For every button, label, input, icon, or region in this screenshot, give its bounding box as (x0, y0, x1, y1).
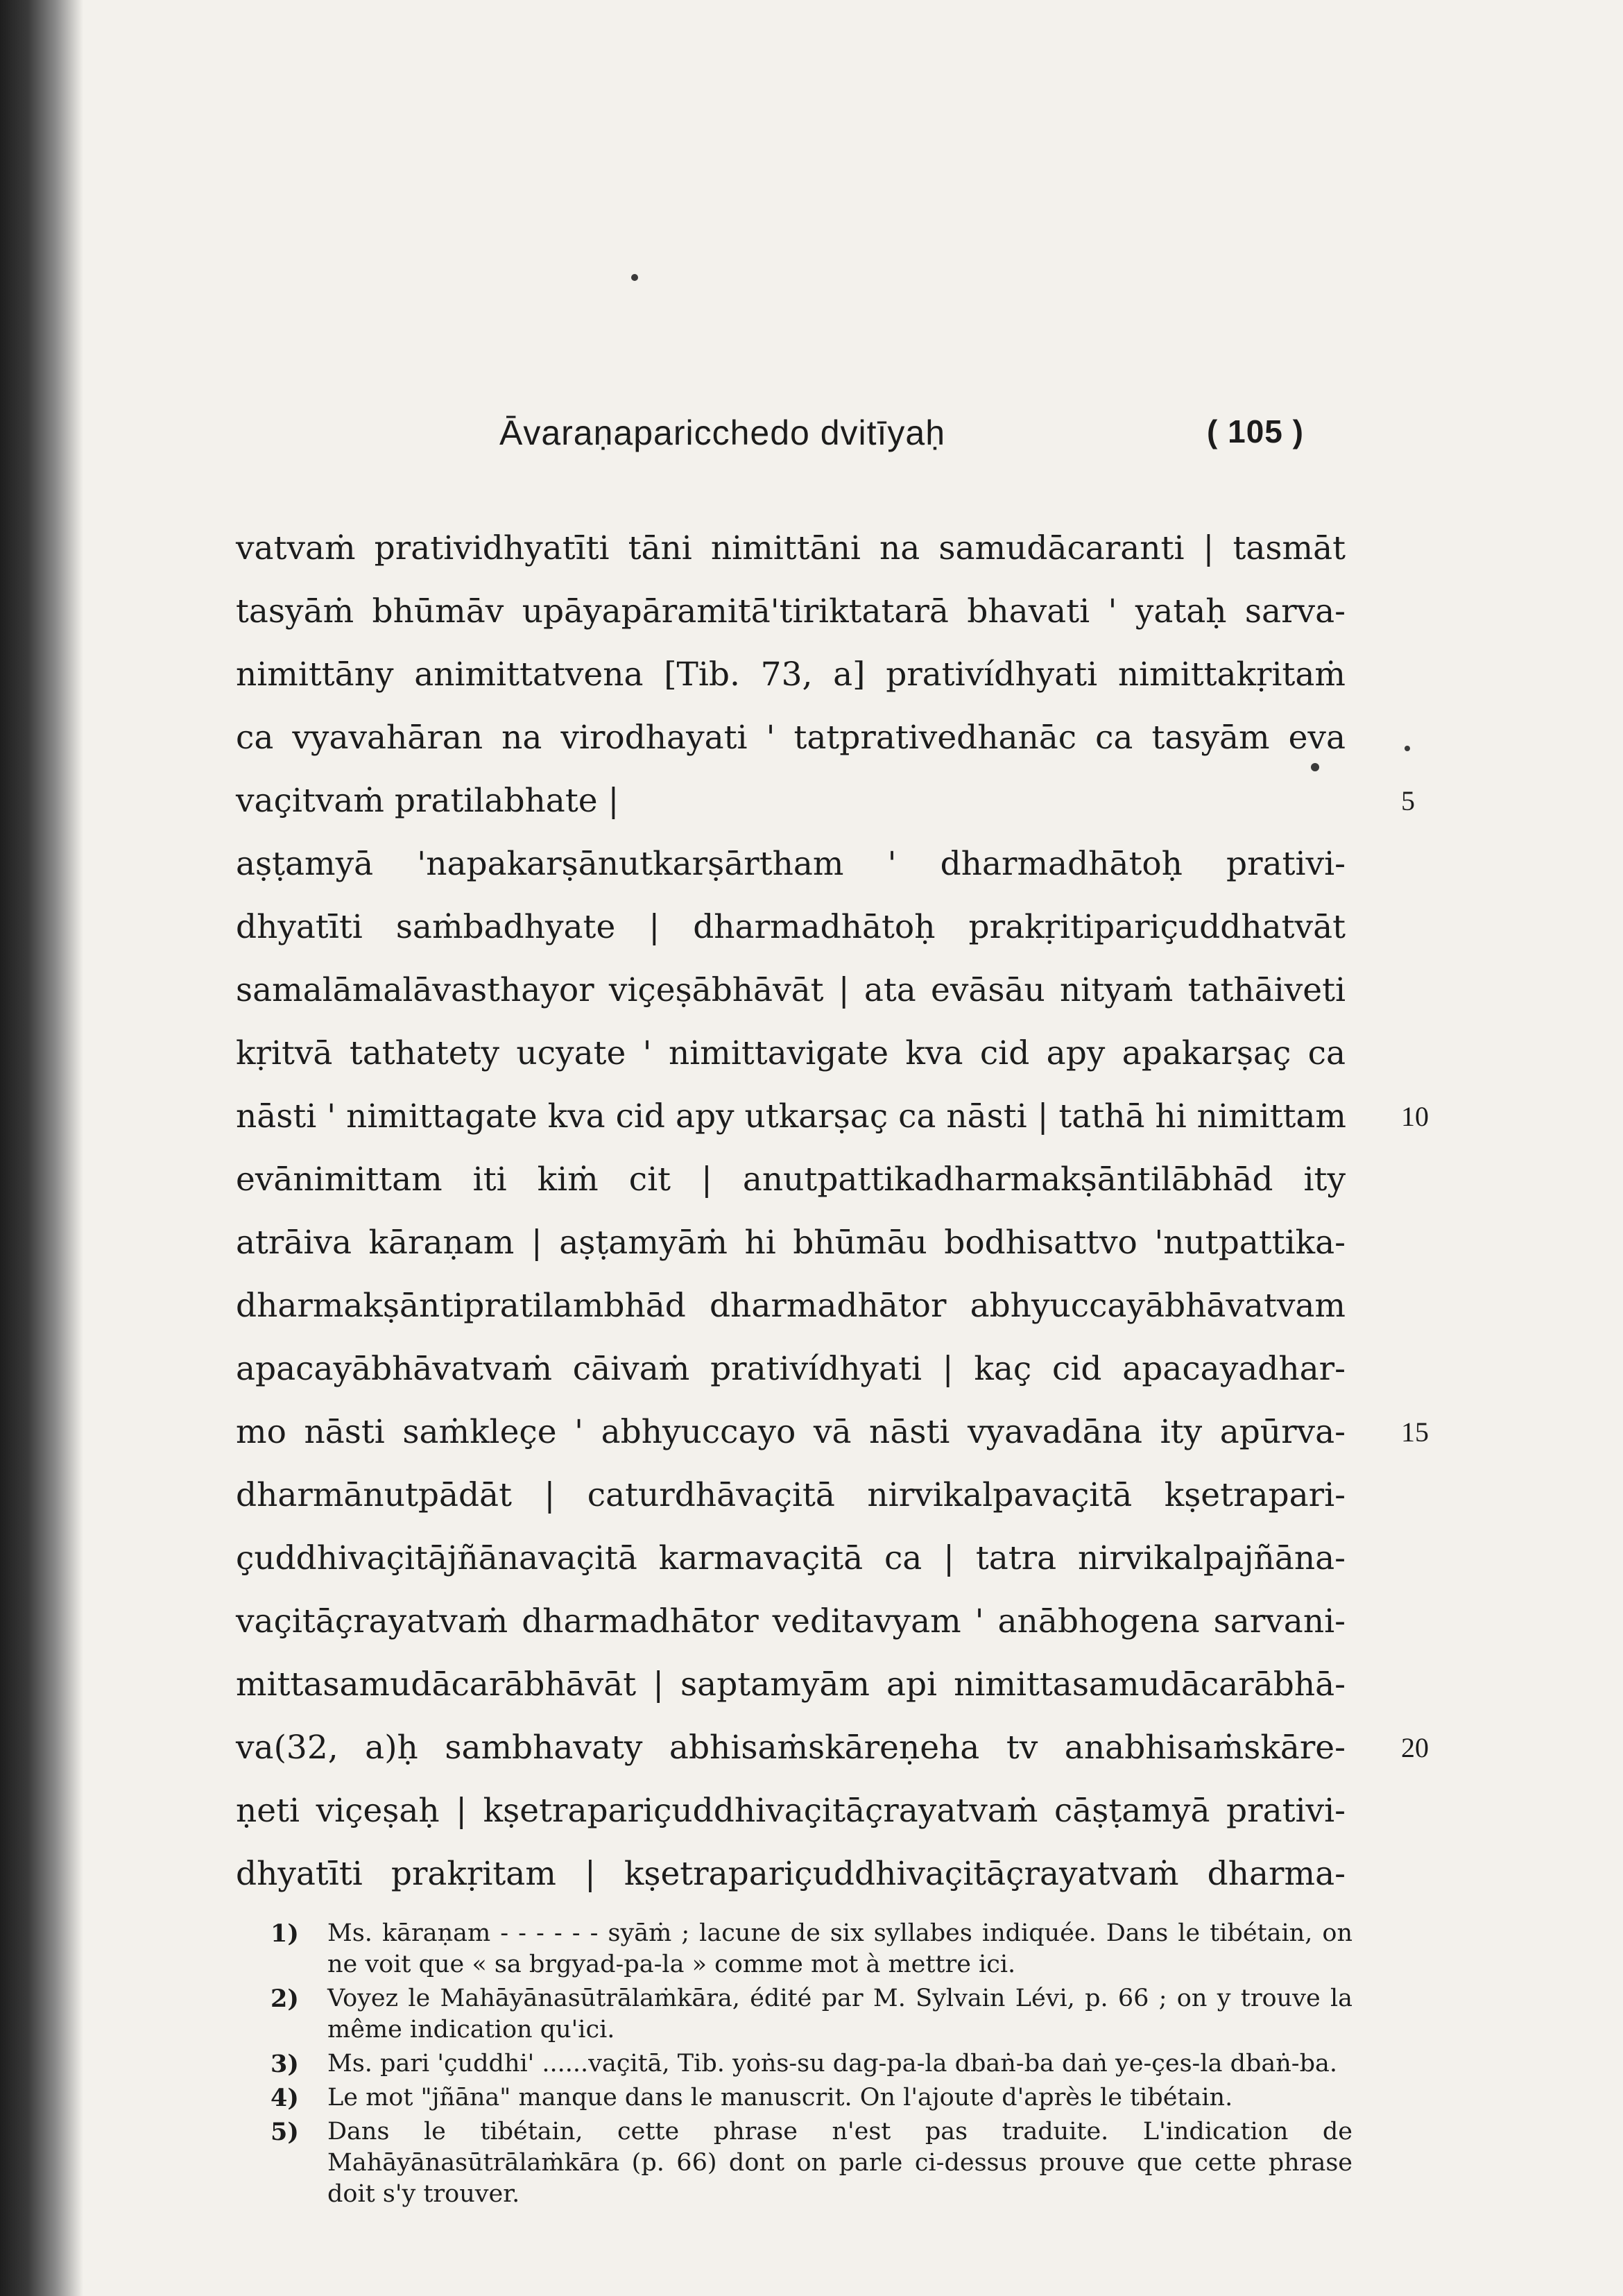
line-text: vaçitvaṁ pratilabhate | (236, 782, 619, 820)
line-number: 15 (1401, 1416, 1429, 1448)
line-text: tasyāṁ bhūmāv upāyapāramitā'tiriktatarā bhavati ꞌ yataḥ sarva- (236, 592, 1346, 631)
line-text: nāsti ꞌ nimittagate kva cid apy utkarṣaç ca nāsti | tathā hi nimittam (236, 1097, 1346, 1136)
text-line (236, 769, 1415, 832)
ink-speck (1405, 746, 1410, 751)
footnote-text: Ms. pari 'çuddhi' ......vaçitā, Tib. yoṅs-su dag-pa-la dbaṅ-ba daṅ ye-çes-la dbaṅ-ba. (327, 2050, 1338, 2077)
line-text: dhyatīti prakṛitam | kṣetrapariçuddhivaçitāçrayatvaṁ dharma- (236, 1855, 1346, 1893)
text-line (236, 1779, 1346, 1842)
line-number: 20 (1401, 1732, 1429, 1763)
footnote (270, 2116, 1352, 2210)
footnote (270, 1918, 1352, 1980)
main-text (236, 517, 1429, 1905)
text-line (236, 959, 1346, 1022)
footnote-number: 4) (270, 2084, 299, 2112)
footnote-text: Le mot "jñāna" manque dans le manuscrit. On l'ajoute d'après le tibétain. (327, 2084, 1233, 2111)
text-line (236, 1085, 1429, 1148)
line-text: samalāmalāvasthayor viçeṣābhāvāt | ata evāsāu nityaṁ tathāiveti (236, 971, 1346, 1009)
text-line (236, 706, 1346, 769)
text-line (236, 1590, 1346, 1653)
text-line (236, 580, 1346, 643)
footnote-text: Ms. kāraṇam - - - - - - syāṁ ; lacune de six syllabes indiquée. Dans le tibétain, on ne voit que « sa brgyad-pa-la » comme mot à mettre ici. (327, 1919, 1352, 1978)
line-text: vatvaṁ pratividhyatīti tāni nimittāni na samudācaranti | tasmāt (236, 529, 1346, 567)
text-line (236, 1274, 1346, 1337)
footnote (270, 2082, 1352, 2114)
line-text: apacayābhāvatvaṁ cāivaṁ prativídhyati | kaç cid apacayadhar- (236, 1350, 1346, 1388)
footnote-number: 3) (270, 2050, 299, 2078)
line-text: nimittāny animittatvena [Tib. 73, a] prativídhyati nimittakṛitaṁ (236, 656, 1346, 694)
footnote (270, 2048, 1352, 2080)
text-line (236, 1842, 1346, 1905)
line-text: çuddhivaçitājñānavaçitā karmavaçitā ca | tatra nirvikalpajñāna- (236, 1539, 1346, 1577)
text-line (236, 832, 1346, 896)
text-line (236, 1464, 1346, 1527)
footnote (270, 1983, 1352, 2046)
line-text: dharmakṣāntipratilambhād dharmadhātor abhyuccayābhāvatvam (236, 1287, 1346, 1325)
ink-speck (631, 274, 638, 281)
text-line (236, 643, 1346, 706)
line-text: va(32, a)ḥ sambhavaty abhisaṁskāreṇeha tv anabhisaṁskāre- (236, 1729, 1346, 1767)
line-number: 10 (1401, 1101, 1429, 1132)
line-text: mittasamudācarābhāvāt | saptamyām api nimittasamudācarābhā- (236, 1665, 1346, 1704)
ink-speck (1311, 763, 1319, 771)
text-line (236, 1022, 1346, 1085)
line-text: kṛitvā tathatety ucyate ꞌ nimittavigate kva cid apy apakarṣaç ca (236, 1034, 1346, 1072)
line-text: aṣṭamyā 'napakarṣānutkarṣārtham ꞌ dharmadhātoḥ prativi- (236, 845, 1346, 883)
text-line (236, 1716, 1429, 1779)
line-text: evānimittam iti kiṁ cit | anutpattikadharmakṣāntilābhād ity (236, 1160, 1346, 1199)
footnote-number: 5) (270, 2118, 299, 2146)
line-text: vaçitāçrayatvaṁ dharmadhātor veditavyam ꞌ anābhogena sarvani- (236, 1602, 1346, 1640)
footnote-text: Voyez le Mahāyānasūtrālaṁkāra, édité par M. Sylvain Lévi, p. 66 ; on y trouve la même indication qu'ici. (327, 1985, 1352, 2044)
line-text: mo nāsti saṁkleçe ꞌ abhyuccayo vā nāsti vyavadāna ity apūrva- (236, 1413, 1346, 1451)
text-line (236, 1527, 1346, 1590)
footnote-number: 2) (270, 1985, 299, 2013)
page-number: ( 105 ) (1207, 413, 1304, 449)
line-text: atrāiva kāraṇam | aṣṭamyāṁ hi bhūmāu bodhisattvo 'nutpattika- (236, 1224, 1346, 1262)
line-text: ca vyavahāran na virodhayati ꞌ tatprativedhanāc ca tasyām eva (236, 719, 1346, 757)
text-line (236, 1211, 1346, 1274)
text-line (236, 517, 1346, 580)
line-number: 5 (1401, 785, 1415, 816)
footnote-text: Dans le tibétain, cette phrase n'est pas traduite. L'indication de Mahāyānasūtrālaṁkāra (p. 66) dont on parle ci-dessus prouve que cette phrase doit s'y trouver. (327, 2118, 1352, 2208)
text-line (236, 1653, 1346, 1716)
running-title: Āvaraṇaparicchedo dvitīyaḥ (499, 413, 946, 452)
footnote-number: 1) (270, 1919, 299, 1948)
footnotes (270, 1918, 1352, 2213)
text-line (236, 1400, 1429, 1464)
line-text: ṇeti viçeṣaḥ | kṣetrapariçuddhivaçitāçrayatvaṁ cāṣṭamyā prativi- (236, 1792, 1346, 1830)
text-line (236, 1148, 1346, 1211)
text-line (236, 1337, 1346, 1400)
line-text: dharmānutpādāt | caturdhāvaçitā nirvikalpavaçitā kṣetrapari- (236, 1476, 1346, 1514)
book-binding-shadow (0, 0, 83, 2296)
text-line (236, 896, 1346, 959)
line-text: dhyatīti saṁbadhyate | dharmadhātoḥ prakṛitipariçuddhatvāt (236, 908, 1346, 946)
